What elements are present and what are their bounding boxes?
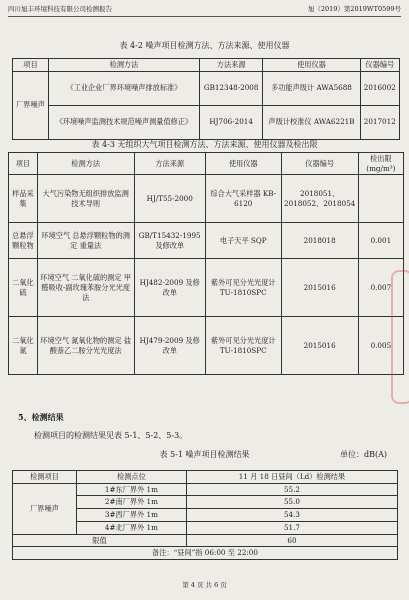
t43-h1: 检测方法 (37, 153, 134, 175)
t43-r2-code: 2015016 (281, 259, 358, 317)
t42-r0-source: GB12348-2008 (199, 71, 263, 105)
report-number: 旭（2019）第2019WT0599号 (307, 5, 401, 13)
t43-r2-limit: 0.007 (358, 259, 403, 317)
page-header (8, 4, 401, 17)
t43-r3-item: 二氧化氮 (9, 317, 38, 375)
t43-r2-item: 二氧化硫 (9, 259, 38, 317)
t42-r1-source: HJ706-2014 (199, 105, 263, 139)
t42-h2: 方法来源 (199, 59, 263, 72)
t51-h1: 检测点位 (76, 471, 186, 484)
t43-r1-limit: 0.001 (358, 223, 403, 259)
page-footer: 第 4 页 共 6 页 (182, 581, 227, 589)
t51-r1-point: 2#南厂界外 1m (76, 496, 186, 509)
t43-r0-limit (358, 175, 403, 223)
t42-r1-instrument: 声级计校准仪 AWA6221B (263, 105, 360, 139)
t51-r3-value: 51.7 (186, 521, 397, 534)
t43-r1-instrument: 电子天平 SQP (205, 223, 281, 259)
t43-r3-source: HJ479-2009 及修改单 (134, 317, 205, 375)
t42-r1-method: 《环境噪声监测技术规范噪声测量值修正》 (48, 105, 199, 139)
t43-r1-method: 环境空气 总悬浮颗粒物的测定 重量法 (37, 223, 134, 259)
table42-caption: 表 4-2 噪声项目检测方法、方法来源、使用仪器 (119, 41, 290, 50)
t43-r2-source: HJ482-2009 及修改单 (134, 259, 205, 317)
t42-r0-instrument: 多功能声级计 AWA5688 (263, 71, 360, 105)
t51-r0-value: 55.2 (186, 483, 397, 496)
table43 (8, 152, 404, 375)
section5-intro: 检测项目的检测结果见表 5-1、5-2、5-3。 (34, 431, 188, 440)
t43-h4: 仪器编号 (281, 153, 358, 175)
t42-h4: 仪器编号 (360, 59, 399, 72)
t51-r2-point: 3#西厂界外 1m (76, 509, 186, 522)
t43-r1-source: GB/T15432-1995 及修改单 (134, 223, 205, 259)
t43-r1-code: 2018018 (281, 223, 358, 259)
red-seal-stamp (391, 270, 409, 404)
t51-limit-label: 限值 (13, 534, 187, 547)
t51-limit-value: 60 (186, 534, 397, 547)
t43-h0: 项目 (9, 153, 38, 175)
t42-h1: 检测方法 (48, 59, 199, 72)
t51-h2: 11 月 18 日昼间（Ld）检测结果 (186, 471, 397, 484)
t43-r0-method: 大气污染物无组织排放监测技术导则 (37, 175, 134, 223)
t43-r0-instrument: 综合大气采样器 KB-6120 (205, 175, 281, 223)
table51 (12, 470, 398, 560)
table51-caption: 表 5-1 噪声项目检测结果 (159, 450, 250, 459)
t43-r3-code: 2015016 (281, 317, 358, 375)
t43-r3-limit: 0.005 (358, 317, 403, 375)
t42-h3: 使用仪器 (263, 59, 360, 72)
t51-note: 备注：“昼间”指 06:00 至 22:00 (13, 547, 398, 560)
t43-r0-code: 2018051、2018052、2018054 (281, 175, 358, 223)
table42 (12, 58, 400, 140)
t42-h0: 项目 (13, 59, 49, 72)
table43-caption: 表 4-3 无组织大气项目检测方法、方法来源、使用仪器及检出限 (91, 140, 318, 149)
t42-r0-code: 2016002 (360, 71, 399, 105)
company-name: 四川旭丰环境科技有限公司检测报告 (8, 5, 112, 13)
t43-r3-method: 环境空气 氮氧化物的测定 盐酸萘乙二胺分光光度法 (37, 317, 134, 375)
t51-item: 厂界噪声 (13, 483, 77, 534)
t43-r1-item: 总悬浮颗粒物 (9, 223, 38, 259)
t43-h3: 使用仪器 (205, 153, 281, 175)
t43-h2: 方法来源 (134, 153, 205, 175)
t43-r2-method: 环境空气 二氧化硫的测定 甲醛吸收-副玫瑰苯胺分光光度法 (37, 259, 134, 317)
t43-h5: 检出限 (mg/m³) (358, 153, 403, 175)
t42-r1-code: 2017012 (360, 105, 399, 139)
t43-r0-source: HJ/T55-2000 (134, 175, 205, 223)
t51-r1-value: 55.0 (186, 496, 397, 509)
t42-r0-method: 《工业企业厂界环境噪声排放标准》 (48, 71, 199, 105)
t43-r3-instrument: 紫外可见分光光度计 TU-1810SPC (205, 317, 281, 375)
t51-h0: 检测项目 (13, 471, 77, 484)
t51-r3-point: 4#北厂界外 1m (76, 521, 186, 534)
t43-r2-instrument: 紫外可见分光光度计 TU-1810SPC (205, 259, 281, 317)
t51-r0-point: 1#东厂界外 1m (76, 483, 186, 496)
t43-r0-item: 样品采集 (9, 175, 38, 223)
t51-r2-value: 54.3 (186, 509, 397, 522)
section5-title: 5、检测结果 (18, 412, 64, 422)
table51-unit: 单位：dB(A) (339, 450, 387, 459)
t42-item: 厂界噪声 (13, 71, 49, 139)
